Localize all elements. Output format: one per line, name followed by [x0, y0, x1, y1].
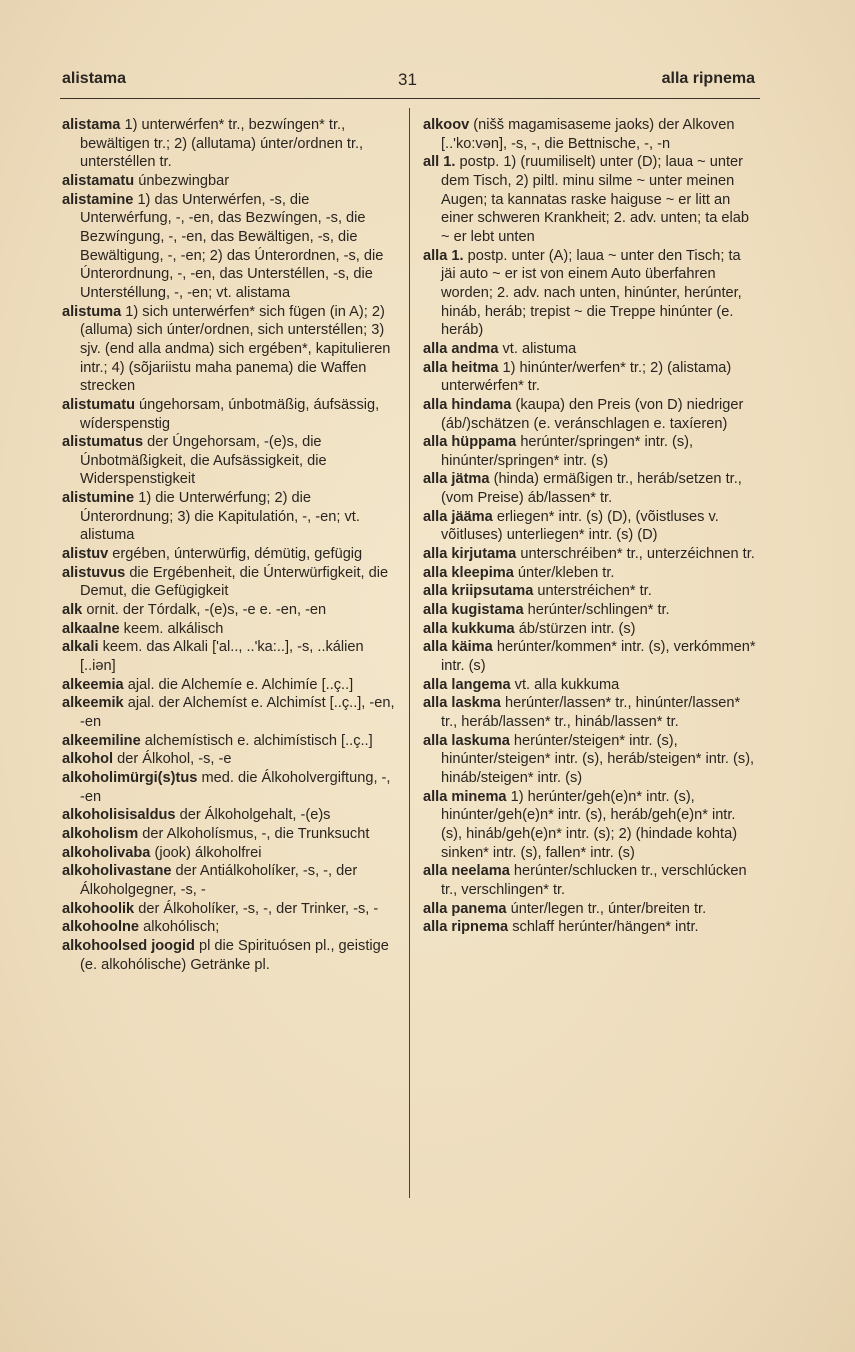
entry-definition: med. die Álkoholvergiftung, -, -en: [80, 769, 391, 805]
entry-definition: herúnter/steigen* intr. (s), hinúnter/steigen* intr. (s), heráb/steigen* intr. (s), hináb/steigen* intr. (s): [441, 732, 755, 786]
column-divider: [409, 108, 410, 1198]
entry-definition: postp. 1) (ruumiliselt) unter (D); laua ~ unter dem Tisch, 2) piltl. minu silme ~ unter meinen Augen; ta kannatas raske haiguse ~ er litt an einer schweren Krankheit; 2. adv. unten; ta elab ~ er lebt unten: [441, 154, 750, 245]
entry-headword: alistama: [62, 117, 121, 133]
entry-definition: áb/stürzen intr. (s): [514, 620, 636, 637]
entry-headword: alistumatus: [62, 434, 144, 451]
entry-headword: alistumine: [62, 490, 135, 507]
dictionary-entry: [423, 433, 758, 470]
dictionary-entry: [62, 433, 395, 489]
dictionary-entry: [62, 116, 395, 172]
entry-headword: alla kleepima: [423, 564, 514, 581]
dictionary-entry: [423, 918, 758, 937]
entry-headword: alla panema: [423, 900, 507, 917]
running-head-left: alistama: [62, 70, 127, 87]
dictionary-entry: [423, 564, 758, 583]
entry-headword: alla kugistama: [423, 602, 524, 619]
entry-definition: ajal. der Alchemíst e. Alchimíst [..ç..], -en, -en: [80, 695, 395, 730]
entry-definition: der Úngehorsam, -(e)s, die Únbotmäßigkeit, die Aufsässigkeit, die Widerspenstigkeit: [80, 434, 327, 488]
dictionary-entry: [423, 676, 758, 695]
entry-definition: alchemístisch e. alchimístisch [..ç..]: [140, 732, 373, 749]
entry-definition: (jook) álkoholfrei: [150, 844, 262, 861]
entry-definition: ornit. der Tórdalk, -(e)s, -e e. -en, -en: [82, 602, 327, 619]
entry-headword: alla hüppama: [423, 434, 517, 451]
entry-headword: alkeemik: [62, 695, 124, 712]
entry-definition: der Álkohol, -s, -e: [113, 751, 232, 768]
page-number: 31: [398, 70, 417, 89]
entry-definition: der Antiálkoholíker, -s, -, der Álkoholgegner, -s, -: [80, 863, 358, 898]
entry-definition: unterstréichen* tr.: [533, 583, 652, 600]
dictionary-entry: [62, 750, 395, 769]
entry-definition: 1) die Unterwérfung; 2) die Únterordnung; 3) die Kapitulatión, -, -en; vt. alistuma: [80, 490, 360, 544]
dictionary-entry: [62, 620, 395, 639]
dictionary-entry: [62, 172, 395, 191]
entry-definition: 1) herúnter/geh(e)n* intr. (s), hinúnter/geh(e)n* intr. (s), heráb/geh(e)n* intr. (s), hináb/geh(e)n* intr. (s); 2) (hindade kohta) sinken* intr. (s), fallen* intr. (s): [441, 788, 738, 861]
entry-definition: der Alkoholísmus, -, die Trunksucht: [138, 825, 370, 842]
entry-headword: alkohoolsed joogid: [62, 937, 195, 954]
entry-headword: alla 1.: [423, 247, 464, 264]
dictionary-entry: [423, 359, 758, 396]
dictionary-entry: [423, 247, 758, 340]
right-column: [423, 116, 758, 937]
entry-definition: únter/kleben tr.: [513, 564, 615, 581]
dictionary-entry: [423, 638, 758, 675]
entry-definition: 1) unterwérfen* tr., bezwíngen* tr., bewältigen tr.; 2) (allutama) únter/ordnen tr., unterstéllen tr.: [80, 117, 364, 171]
dictionary-entry: [62, 601, 395, 620]
entry-definition: schlaff herúnter/hängen* intr.: [508, 919, 699, 936]
entry-definition: herúnter/lassen* tr., hinúnter/lassen* tr., heráb/lassen* tr., hináb/lassen* tr.: [441, 695, 741, 730]
entry-definition: erliegen* intr. (s) (D), (võistluses v. võitluses) unterliegen* intr. (s) (D): [441, 508, 719, 544]
entry-definition: herúnter/schlingen* tr.: [523, 602, 670, 619]
entry-definition: herúnter/schlucken tr., verschlúcken tr., verschlingen* tr.: [441, 863, 747, 898]
entry-headword: alla käima: [423, 639, 493, 656]
dictionary-entry: [62, 191, 395, 303]
entry-headword: alla kirjutama: [423, 546, 517, 563]
entry-definition: únbezwingbar: [134, 172, 230, 189]
header-rule: [60, 98, 760, 99]
dictionary-entry: [62, 844, 395, 863]
dictionary-entry: [62, 303, 395, 396]
entry-definition: 1) hinúnter/werfen* tr.; 2) (alistama) unterwérfen* tr.: [441, 359, 732, 395]
dictionary-entry: [62, 489, 395, 545]
entry-definition: keem. das Alkali ['al.., ..'ka:..], -s, ..kálien [..iən]: [80, 639, 364, 675]
dictionary-entry: [423, 396, 758, 433]
entry-headword: alla andma: [423, 340, 499, 357]
entry-definition: postp. unter (A); laua ~ unter den Tisch; ta jäi auto ~ er ist von einem Auto überfahren worden; 2. adv. nach unten, hinúnter, herúnter, hináb, heráb; trepist ~ die Treppe hinúnter (e. heráb): [441, 247, 742, 339]
entry-headword: alkali: [62, 639, 99, 656]
dictionary-entry: [423, 900, 758, 919]
entry-headword: alla jääma: [423, 508, 493, 525]
entry-definition: vt. alistuma: [498, 340, 577, 357]
entry-definition: (hinda) ermäßigen tr., heráb/setzen tr., (vom Preise) áb/lassen* tr.: [441, 471, 742, 507]
entry-headword: alkoholivastane: [62, 863, 172, 880]
entry-headword: alkohoolik: [62, 900, 135, 917]
entry-definition: (nišš magamisaseme jaoks) der Alkoven [..'ko:vən], -s, -, die Bettnische, -, -n: [441, 117, 735, 152]
entry-headword: alla laskma: [423, 695, 501, 712]
dictionary-entry: [423, 732, 758, 788]
entry-headword: alla laskuma: [423, 732, 510, 749]
entry-headword: alk: [62, 602, 83, 619]
entry-definition: keem. alkálisch: [119, 620, 224, 637]
entry-definition: der Álkoholíker, -s, -, der Trinker, -s, -: [134, 900, 379, 917]
dictionary-entry: [62, 918, 395, 937]
dictionary-entry: [62, 862, 395, 899]
entry-headword: alkoholivaba: [62, 844, 151, 861]
dictionary-entry: [423, 862, 758, 899]
entry-headword: alkeemia: [62, 676, 124, 693]
entry-headword: alkoholisisaldus: [62, 807, 176, 824]
entry-definition: herúnter/kommen* intr. (s), verkómmen* intr. (s): [441, 639, 756, 675]
dictionary-entry: [423, 601, 758, 620]
entry-headword: alla hindama: [423, 396, 512, 413]
entry-headword: alla neelama: [423, 863, 510, 880]
dictionary-entry: [62, 900, 395, 919]
entry-headword: alkohol: [62, 751, 114, 768]
dictionary-entry: [423, 788, 758, 863]
dictionary-entry: [423, 508, 758, 545]
entry-headword: alla ripnema: [423, 919, 509, 936]
entry-definition: der Álkoholgehalt, -(e)s: [175, 807, 331, 824]
entry-headword: alla kriipsutama: [423, 583, 534, 600]
entry-definition: únter/legen tr., únter/breiten tr.: [506, 900, 707, 917]
entry-headword: alistuma: [62, 303, 122, 320]
entry-headword: alla langema: [423, 676, 511, 693]
dictionary-entry: [62, 396, 395, 433]
dictionary-entry: [423, 153, 758, 246]
entry-definition: alkohólisch;: [139, 919, 220, 936]
entry-headword: alistamatu: [62, 172, 135, 189]
entry-headword: alistumatu: [62, 396, 135, 413]
entry-headword: alla heitma: [423, 359, 499, 376]
entry-definition: úngehorsam, únbotmäßig, áufsässig, wíderspenstig: [80, 396, 380, 432]
dictionary-entry: [62, 676, 395, 695]
dictionary-entry: [423, 694, 758, 731]
entry-headword: all 1.: [423, 154, 456, 171]
entry-headword: alkeemiline: [62, 732, 141, 749]
dictionary-entry: [423, 470, 758, 507]
entry-definition: vt. alla kukkuma: [510, 676, 620, 693]
dictionary-entry: [62, 732, 395, 751]
entry-headword: alkohoolne: [62, 919, 140, 936]
dictionary-entry: [62, 825, 395, 844]
entry-definition: ergében, únterwürfig, démütig, gefügig: [108, 546, 363, 563]
dictionary-entry: [423, 582, 758, 601]
running-head-right: alla ripnema: [661, 70, 755, 87]
entry-headword: alistamine: [62, 191, 134, 208]
dictionary-entry: [62, 564, 395, 601]
entry-definition: (kaupa) den Preis (von D) niedriger (áb/)schätzen (e. veránschlagen e. taxíeren): [441, 396, 744, 432]
entry-headword: alkaalne: [62, 620, 120, 637]
entry-definition: unterschréiben* tr., unterzéichnen tr.: [516, 546, 755, 563]
left-column: [62, 116, 395, 974]
dictionary-entry: [423, 620, 758, 639]
entry-definition: pl die Spirituósen pl., geistige (e. alkohólische) Getränke pl.: [80, 937, 389, 973]
dictionary-entry: [423, 545, 758, 564]
entry-definition: 1) sich unterwérfen* sich fügen (in A); 2) (alluma) sich únter/ordnen, sich unterstéllen; 3) sjv. (end alla andma) sich ergében*, kapitulieren intr.; 4) (sõjariistu maha panema) die Waffen strecken: [80, 303, 391, 395]
entry-headword: alla minema: [423, 788, 507, 805]
entry-definition: herúnter/springen* intr. (s), hinúnter/springen* intr. (s): [441, 434, 694, 469]
entry-definition: ajal. die Alchemíe e. Alchimíe [..ç..]: [123, 676, 354, 693]
entry-headword: alla jätma: [423, 471, 490, 488]
dictionary-entry: [62, 694, 395, 731]
entry-headword: alkoholimürgi(s)tus: [62, 769, 198, 786]
dictionary-entry: [62, 769, 395, 806]
entry-definition: 1) das Unterwérfen, -s, die Unterwérfung, -, -en, das Bezwíngen, -s, die Bezwíngung, -, -en, das Bewältigen, -s, die Bewältigung, -, -en; 2) das Únterordnen, -s, die Únterordnung, -, -en, das Unterstéllen, -s, die Unterstéllung, -, -en; vt. alistama: [80, 191, 384, 301]
dictionary-entry: [62, 638, 395, 675]
entry-headword: alkoov: [423, 117, 470, 133]
dictionary-entry: [62, 937, 395, 974]
dictionary-entry: [62, 545, 395, 564]
dictionary-entry: [423, 116, 758, 153]
entry-headword: alistuv: [62, 546, 109, 563]
dictionary-entry: [62, 806, 395, 825]
entry-headword: alistuvus: [62, 564, 126, 581]
dictionary-entry: [423, 340, 758, 359]
entry-definition: die Ergébenheit, die Únterwürfigkeit, die Demut, die Gefügigkeit: [80, 564, 389, 600]
entry-headword: alla kukkuma: [423, 620, 515, 637]
entry-headword: alkoholism: [62, 825, 139, 842]
